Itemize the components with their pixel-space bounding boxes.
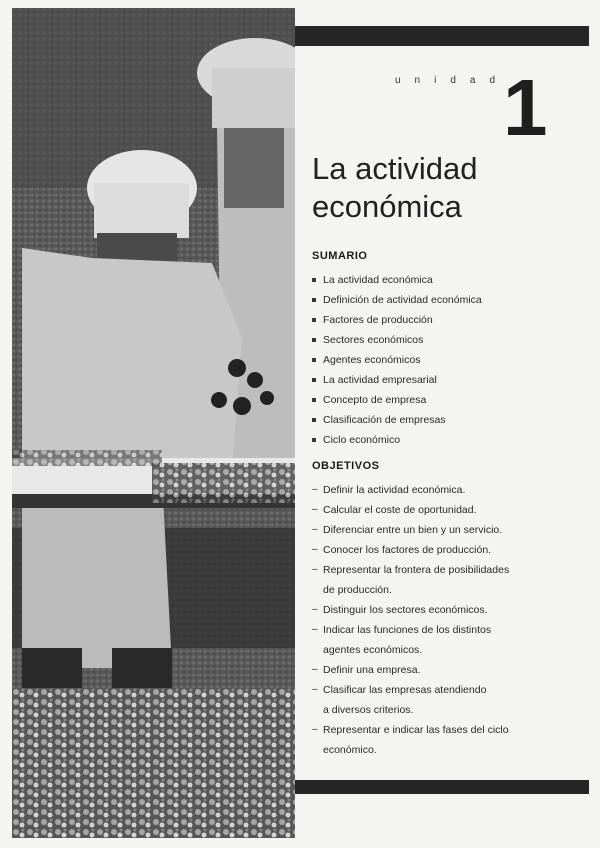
objetivo-item [312, 480, 582, 500]
unit-label: unidad [395, 75, 510, 86]
objetivo-text-continuation: a diversos criterios. [323, 704, 414, 716]
sumario-list [312, 270, 582, 450]
objetivo-text-continuation: económico. [323, 744, 377, 756]
sumario-item: Ciclo económico [312, 430, 582, 450]
objetivo-text-continuation: agentes económicos. [323, 644, 423, 656]
objetivo-text: Distinguir los sectores económicos. [323, 604, 488, 616]
sumario-item: Sectores económicos [312, 330, 582, 350]
objetivo-item [312, 560, 582, 600]
unit-number: 1 [503, 63, 548, 152]
sumario-item: Clasificación de empresas [312, 410, 582, 430]
objetivo-text: Clasificar las empresas atendiendo [323, 684, 487, 696]
sumario-item: Factores de producción [312, 310, 582, 330]
objetivo-text: Conocer los factores de producción. [323, 544, 492, 556]
footer-rule [295, 780, 589, 794]
objetivo-item [312, 620, 582, 660]
objetivo-text: Definir una empresa. [323, 664, 421, 676]
objetivo-text: Definir la actividad económica. [323, 484, 466, 496]
objetivo-item [312, 500, 582, 520]
objetivos-list [312, 480, 582, 760]
objetivos-heading: OBJETIVOS [312, 460, 380, 472]
objetivo-item [312, 680, 582, 720]
cover-photo [12, 8, 295, 838]
page-title: La actividad económica [312, 151, 478, 224]
objetivo-item [312, 660, 582, 680]
objetivo-text: Indicar las funciones de los distintos [323, 624, 492, 636]
sumario-item: Concepto de empresa [312, 390, 582, 410]
objetivo-text: Representar la frontera de posibilidades [323, 564, 510, 576]
objetivo-text: Calcular el coste de oportunidad. [323, 504, 477, 516]
sumario-item: Definición de actividad económica [312, 290, 582, 310]
objetivo-text: Diferenciar entre un bien y un servicio. [323, 524, 503, 536]
sumario-item: Agentes económicos [312, 350, 582, 370]
header-rule [295, 26, 589, 46]
objetivo-item [312, 520, 582, 540]
objetivo-item [312, 720, 582, 760]
sumario-item: La actividad empresarial [312, 370, 582, 390]
chefs-photo-illustration [12, 8, 295, 838]
sumario-heading: SUMARIO [312, 250, 368, 262]
objetivo-item [312, 540, 582, 560]
objetivo-text: Representar e indicar las fases del ciclo [323, 724, 509, 736]
sumario-item: La actividad económica [312, 270, 582, 290]
objetivo-text-continuation: de producción. [323, 584, 392, 596]
objetivo-item [312, 600, 582, 620]
